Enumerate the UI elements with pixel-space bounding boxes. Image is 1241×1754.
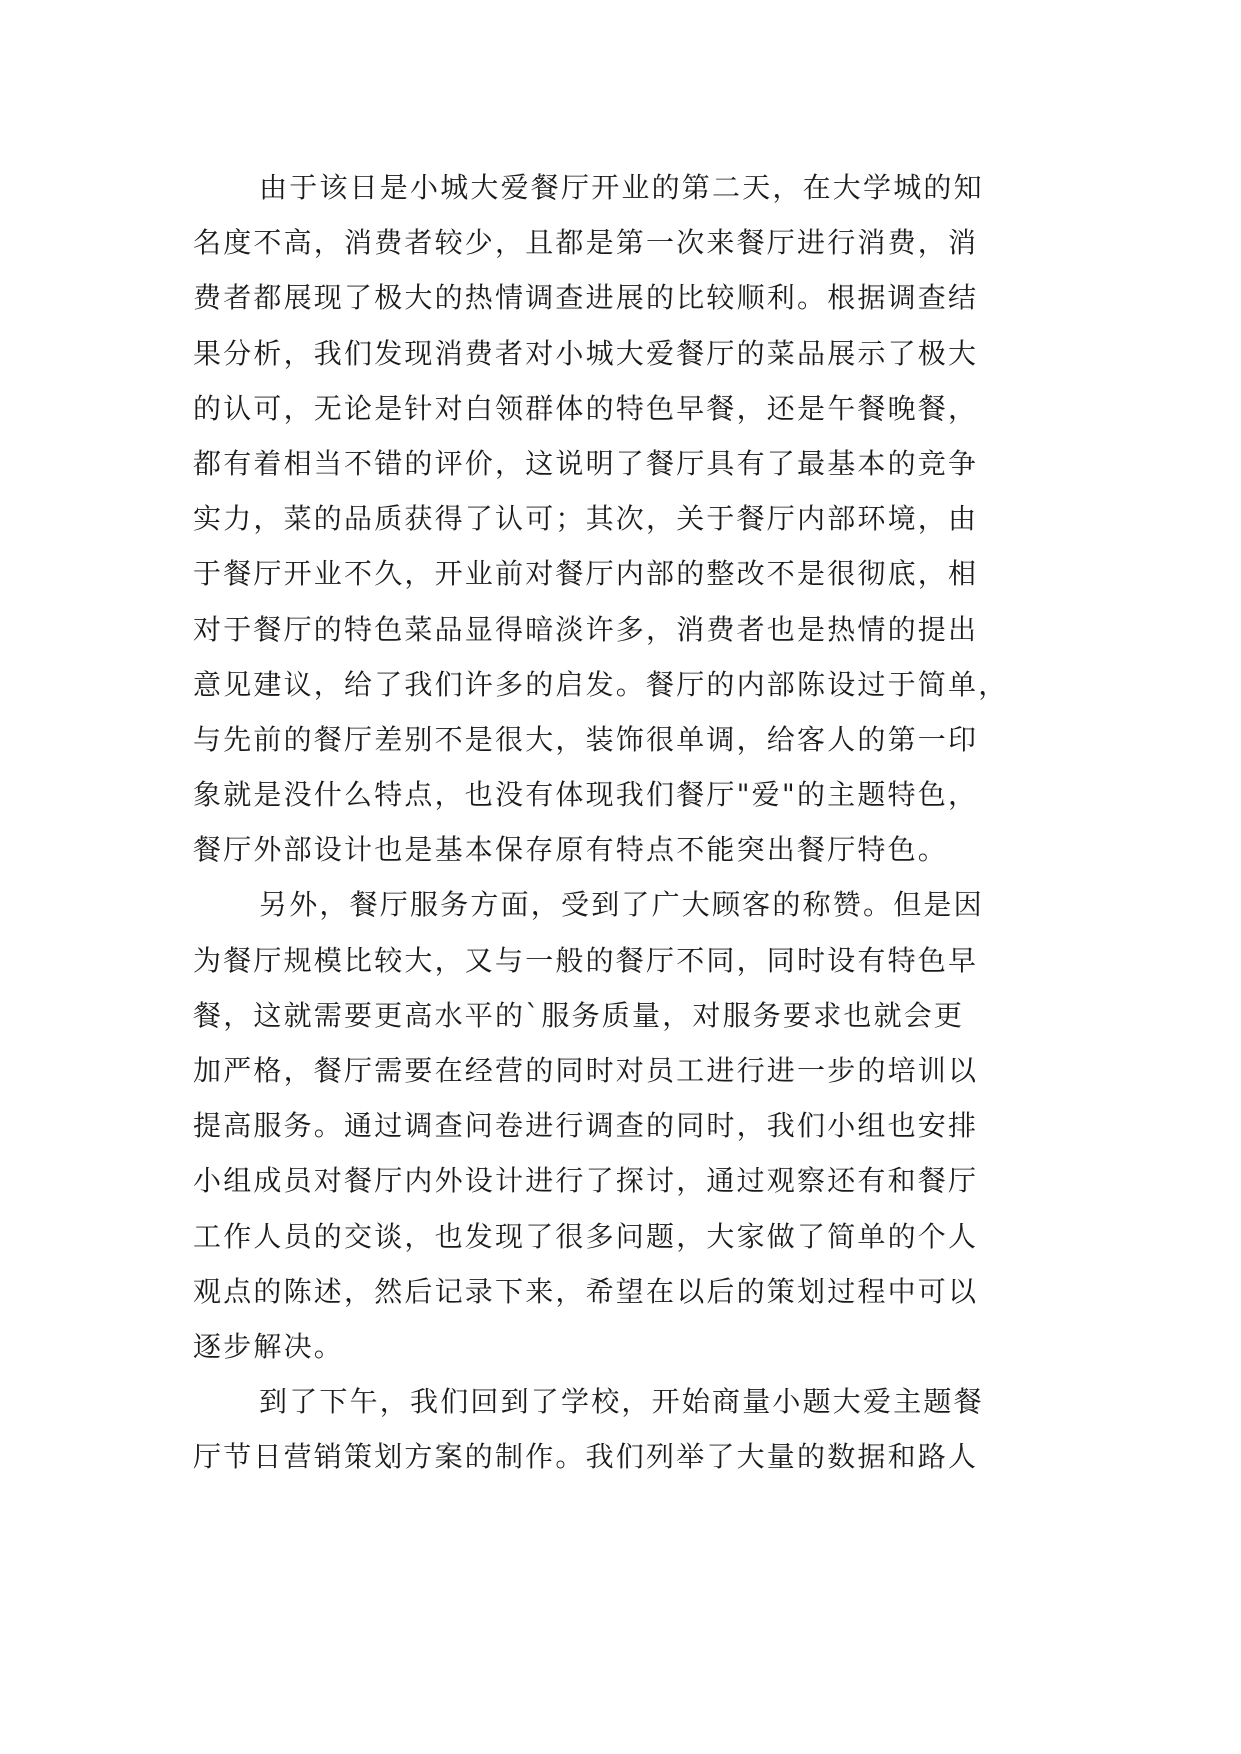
paragraph-line: 果分析，我们发现消费者对小城大爱餐厅的菜品展示了极大 — [193, 336, 979, 370]
paragraph-line: 费者都展现了极大的热情调查进展的比较顺利。根据调查结 — [193, 281, 979, 315]
paragraph-line: 的认可，无论是针对白领群体的特色早餐，还是午餐晚餐， — [193, 391, 979, 425]
paragraph-line: 都有着相当不错的评价，这说明了餐厅具有了最基本的竞争 — [193, 446, 979, 480]
paragraph-line: 意见建议，给了我们许多的启发。餐厅的内部陈设过于简单， — [193, 667, 1009, 701]
paragraph-line: 餐，这就需要更高水平的`服务质量，对服务要求也就会更 — [193, 998, 965, 1032]
paragraph-line: 加严格，餐厅需要在经营的同时对员工进行进一步的培训以 — [193, 1054, 979, 1087]
paragraph-first-line: 另外，餐厅服务方面，受到了广大顾客的称赞。但是因 — [259, 888, 984, 922]
paragraph-line: 为餐厅规模比较大，又与一般的餐厅不同，同时设有特色早 — [193, 943, 979, 977]
paragraph-line: 餐厅外部设计也是基本保存原有特点不能突出餐厅特色。 — [193, 833, 949, 867]
paragraph-line: 逐步解决。 — [193, 1329, 345, 1363]
paragraph-first-line: 到了下午，我们回到了学校，开始商量小题大爱主题餐 — [259, 1385, 984, 1419]
paragraph-line: 于餐厅开业不久，开业前对餐厅内部的整改不是很彻底，相 — [193, 557, 979, 591]
document-body — [193, 160, 1053, 1485]
paragraph-line: 象就是没什么特点，也没有体现我们餐厅"爱"的主题特色， — [193, 778, 979, 812]
paragraph-first-line: 由于该日是小城大爱餐厅开业的第二天，在大学城的知 — [259, 171, 984, 204]
paragraph-line: 厅节日营销策划方案的制作。我们列举了大量的数据和路人 — [193, 1440, 979, 1474]
paragraph-line: 对于餐厅的特色菜品显得暗淡许多，消费者也是热情的提出 — [193, 612, 979, 646]
paragraph-line: 小组成员对餐厅内外设计进行了探讨，通过观察还有和餐厅 — [193, 1164, 979, 1198]
paragraph-line: 提高服务。通过调查问卷进行调查的同时，我们小组也安排 — [193, 1109, 979, 1143]
paragraph-line: 与先前的餐厅差别不是很大，装饰很单调，给客人的第一印 — [193, 722, 979, 756]
paragraph-line: 实力，菜的品质获得了认可；其次，关于餐厅内部环境，由 — [193, 502, 979, 536]
paragraph-line: 名度不高，消费者较少，且都是第一次来餐厅进行消费，消 — [193, 226, 979, 260]
paragraph-line: 工作人员的交谈，也发现了很多问题，大家做了简单的个人 — [193, 1219, 979, 1253]
paragraph-line: 观点的陈述，然后记录下来，希望在以后的策划过程中可以 — [193, 1274, 979, 1308]
